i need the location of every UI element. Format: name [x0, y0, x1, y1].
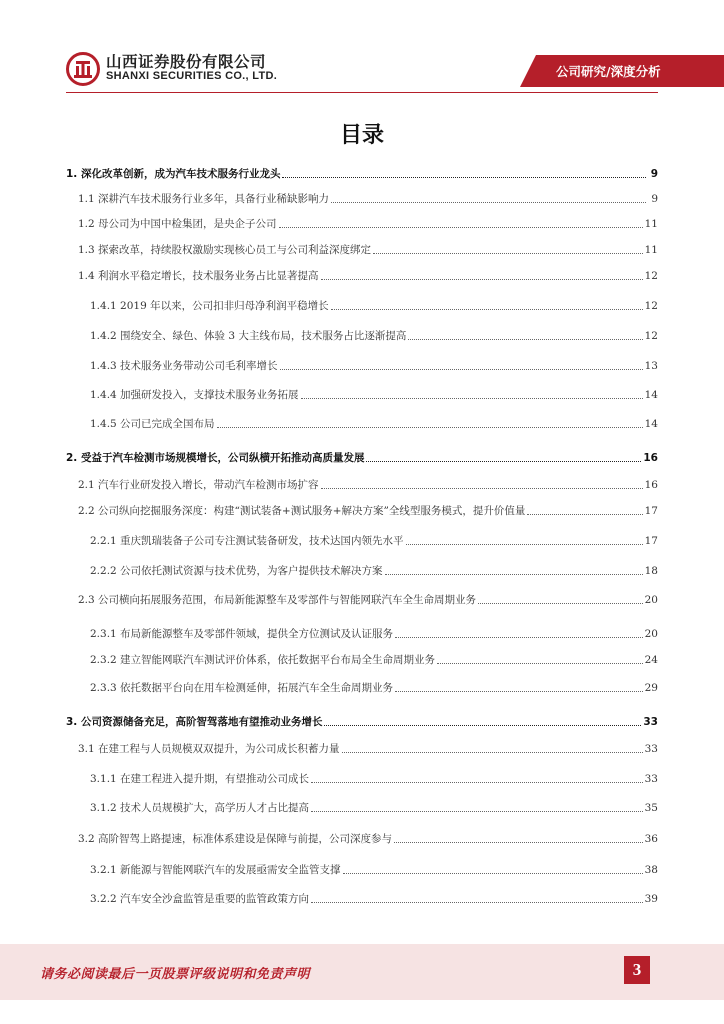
- toc-dot-leader: [321, 268, 643, 280]
- toc-entry-text: 1.4.4 加强研发投入，支撑技术服务业务拓展: [90, 389, 299, 401]
- toc-entry[interactable]: [66, 450, 658, 466]
- toc-entry-page: 20: [644, 594, 658, 606]
- toc-entry-page: 9: [650, 168, 658, 180]
- toc-entry[interactable]: [66, 741, 658, 757]
- report-type-label: 公司研究/深度分析: [556, 64, 661, 79]
- toc-entry-page: 20: [644, 628, 658, 640]
- toc-entry-page: 9: [651, 193, 658, 205]
- toc-entry-text: 1.4 利润水平稳定增长，技术服务业务占比显著提高: [78, 270, 319, 282]
- toc-dot-leader: [437, 652, 643, 664]
- toc-entry-text: 2.1 汽车行业研发投入增长，带动汽车检测市场扩容: [78, 479, 319, 491]
- toc-entry-page: 39: [644, 893, 658, 905]
- toc-entry[interactable]: [66, 298, 658, 314]
- toc-entry-text: 3.2.1 新能源与智能网联汽车的发展亟需安全监管支撑: [90, 864, 341, 876]
- toc-entry[interactable]: [66, 652, 658, 668]
- page-header: [0, 0, 724, 100]
- toc-entry-page: 29: [644, 682, 658, 694]
- toc-entry[interactable]: [66, 216, 658, 232]
- toc-entry[interactable]: [66, 592, 658, 608]
- toc-title: 目录: [339, 123, 384, 148]
- toc-dot-leader: [406, 533, 643, 545]
- toc-entry-page: 33: [644, 773, 658, 785]
- toc-dot-leader: [282, 166, 646, 178]
- toc-entry-page: 12: [644, 300, 658, 312]
- toc-entry[interactable]: [66, 416, 658, 432]
- toc-entry-page: 33: [643, 716, 658, 728]
- toc-entry[interactable]: [66, 503, 658, 519]
- toc-entry-text: 3.1.2 技术人员规模扩大，高学历人才占比提高: [90, 802, 310, 814]
- toc-dot-leader: [395, 626, 643, 638]
- page-number: 3: [624, 956, 650, 984]
- toc-dot-leader: [280, 358, 643, 370]
- company-name-en: SHANXI SECURITIES CO., LTD.: [106, 70, 278, 82]
- toc-dot-leader: [527, 503, 642, 515]
- disclaimer-notice: 请务必阅读最后一页股票评级说明和免责声明: [40, 967, 311, 982]
- toc-entry-page: 38: [644, 864, 658, 876]
- toc-dot-leader: [373, 242, 643, 254]
- toc-entry[interactable]: [66, 862, 658, 878]
- toc-entry-page: 36: [644, 833, 658, 845]
- toc-dot-leader: [395, 680, 643, 692]
- toc-dot-leader: [343, 862, 643, 874]
- toc-dot-leader: [331, 298, 643, 310]
- toc-dot-leader: [478, 592, 643, 604]
- toc-entry-page: 12: [644, 270, 658, 282]
- toc-entry-page: 17: [644, 505, 658, 517]
- toc-entry-page: 24: [644, 654, 658, 666]
- toc-entry[interactable]: [66, 533, 658, 549]
- toc-entry-page: 16: [644, 479, 658, 491]
- toc-entry[interactable]: [66, 166, 658, 182]
- toc-entry-text: 2.2.1 重庆凯瑞装备子公司专注测试装备研发，技术达国内领先水平: [90, 535, 404, 547]
- toc-dot-leader: [321, 477, 643, 489]
- toc-entry-page: 13: [644, 360, 658, 372]
- company-name-cn: 山西证券股份有限公司: [106, 53, 267, 71]
- toc-entry[interactable]: [66, 191, 658, 207]
- toc-entry-text: 2.3.3 依托数据平台向在用车检测延伸，拓展汽车全生命周期业务: [90, 682, 394, 694]
- toc-entry-text: 1.4.1 2019 年以来，公司扣非归母净利润平稳增长: [90, 300, 329, 312]
- toc-entry-text: 2.2.2 公司依托测试资源与技术优势，为客户提供技术解决方案: [90, 565, 383, 577]
- toc-dot-leader: [324, 714, 641, 726]
- toc-entry-page: 14: [644, 418, 658, 430]
- toc-entry-text: 2.3.2 建立智能网联汽车测试评价体系，依托数据平台布局全生命周期业务: [90, 654, 436, 666]
- toc-entry-text: 1.4.3 技术服务业务带动公司毛利率增长: [90, 360, 278, 372]
- toc-entry-text: 3.1.1 在建工程进入提升期，有望推动公司成长: [90, 773, 310, 785]
- toc-entry-text: 2. 受益于汽车检测市场规模增长，公司纵横开拓推动高质量发展: [66, 452, 365, 464]
- toc-entry-page: 18: [644, 565, 658, 577]
- toc-entry[interactable]: [66, 242, 658, 258]
- toc-entry[interactable]: [66, 328, 658, 344]
- toc-entry-text: 2.3.1 布局新能源整车及零部件领域，提供全方位测试及认证服务: [90, 628, 394, 640]
- toc-entry[interactable]: [66, 800, 658, 816]
- toc-dot-leader: [311, 891, 643, 903]
- company-logo-icon: [66, 52, 100, 86]
- toc-entry-page: 12: [644, 330, 658, 342]
- toc-dot-leader: [301, 387, 643, 399]
- toc-dot-leader: [217, 416, 643, 428]
- toc-entry-page: 11: [644, 218, 658, 230]
- toc-entry[interactable]: [66, 680, 658, 696]
- toc-entry[interactable]: [66, 358, 658, 374]
- toc-entry-text: 1.4.5 公司已完成全国布局: [90, 418, 215, 430]
- toc-dot-leader: [342, 741, 643, 753]
- toc-dot-leader: [311, 800, 643, 812]
- toc-entry-text: 2.3 公司横向拓展服务范围，布局新能源整车及零部件与智能网联汽车全生命周期业务: [78, 594, 477, 606]
- toc-entry-text: 1.3 探索改革，持续股权激励实现核心员工与公司利益深度绑定: [78, 244, 372, 256]
- toc-dot-leader: [279, 216, 643, 228]
- toc-entry-text: 1.2 母公司为中国中检集团，是央企子公司: [78, 218, 277, 230]
- toc-entry-page: 16: [643, 452, 658, 464]
- toc-entry-text: 3. 公司资源储备充足，高阶智驾落地有望推动业务增长: [66, 716, 323, 728]
- toc-entry-page: 33: [644, 743, 658, 755]
- toc-entry[interactable]: [66, 477, 658, 493]
- toc-entry[interactable]: [66, 771, 658, 787]
- toc-entry-page: 14: [644, 389, 658, 401]
- toc-entry-text: 3.2.2 汽车安全沙盒监管是重要的监管政策方向: [90, 893, 310, 905]
- toc-entry[interactable]: [66, 626, 658, 642]
- toc-dot-leader: [331, 191, 646, 203]
- toc-entry[interactable]: [66, 714, 658, 730]
- toc-dot-leader: [385, 563, 643, 575]
- toc-entry-text: 3.1 在建工程与人员规模双双提升，为公司成长积蓄力量: [78, 743, 340, 755]
- toc-entry-text: 1. 深化改革创新，成为汽车技术服务行业龙头: [66, 168, 281, 180]
- toc-entry[interactable]: [66, 268, 658, 284]
- toc-entry[interactable]: [66, 563, 658, 579]
- toc-entry[interactable]: [66, 831, 658, 847]
- toc-dot-leader: [366, 450, 641, 462]
- toc-entry-page: 17: [644, 535, 658, 547]
- toc-dot-leader: [408, 328, 642, 340]
- header-divider: [66, 92, 658, 93]
- toc-entry-page: 11: [644, 244, 658, 256]
- toc-entry-text: 1.1 深耕汽车技术服务行业多年，具备行业稀缺影响力: [78, 193, 330, 205]
- toc-entry[interactable]: [66, 387, 658, 403]
- toc-entry[interactable]: [66, 891, 658, 907]
- toc-entry-text: 2.2 公司纵向挖掘服务深度：构建“测试装备+测试服务+解决方案”全线型服务模式，提升价值量: [78, 505, 526, 517]
- toc-dot-leader: [394, 831, 643, 843]
- toc-entry-text: 3.2 高阶智驾上路提速，标准体系建设是保障与前提，公司深度参与: [78, 833, 393, 845]
- toc-dot-leader: [311, 771, 643, 783]
- toc-entry-text: 1.4.2 围绕安全、绿色、体验 3 大主线布局，技术服务占比逐渐提高: [90, 330, 407, 342]
- toc-entry-page: 35: [644, 802, 658, 814]
